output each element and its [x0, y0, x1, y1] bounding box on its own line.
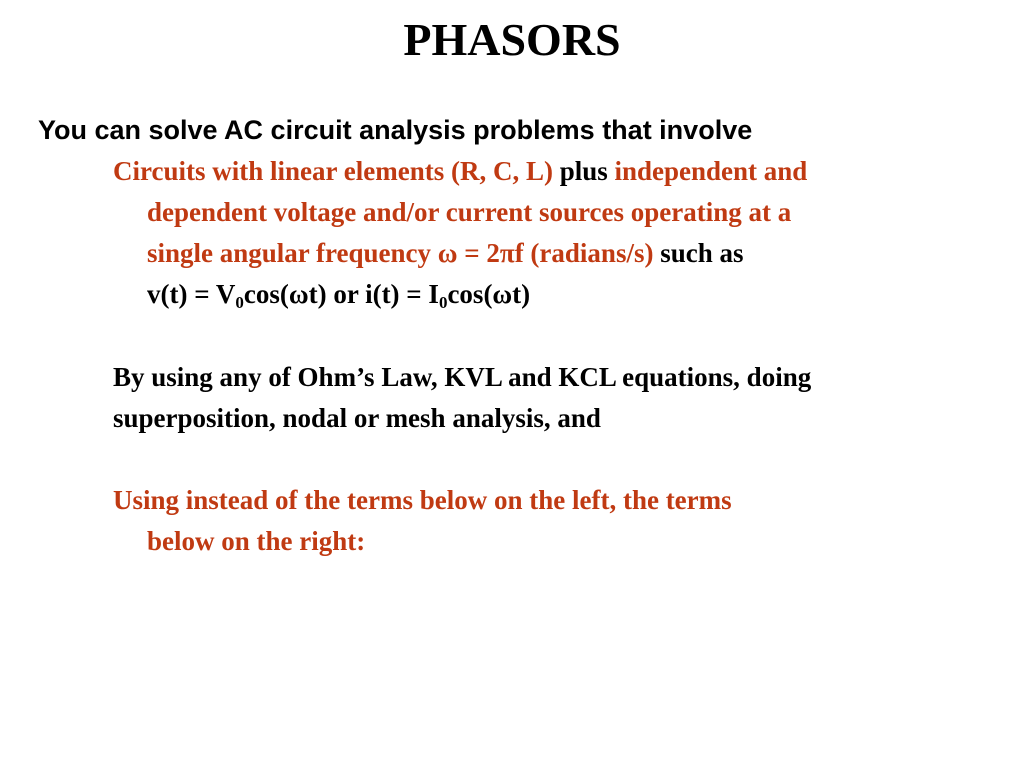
angular-frequency-text: single angular frequency ω = 2πf (radians/s): [147, 238, 654, 268]
voltage-subscript: 0: [235, 293, 244, 312]
independent-text: independent and: [614, 156, 808, 186]
paragraph-circuit-conditions: [113, 151, 807, 315]
paragraph-terms: [113, 480, 732, 562]
equation-middle: cos(ωt) or i(t) = I: [243, 279, 439, 309]
such-as-text: such as: [653, 238, 744, 268]
para2-line2: superposition, nodal or mesh analysis, and: [113, 403, 601, 433]
voltage-eq-start: v(t) = V: [147, 279, 236, 309]
para1-line1: [113, 151, 807, 192]
para2-line1: By using any of Ohm’s Law, KVL and KCL equations, doing: [113, 362, 812, 392]
para1-line3: [113, 233, 807, 274]
equation-end: cos(ωt): [447, 279, 531, 309]
paragraph-methods: [113, 357, 811, 439]
para1-line2: dependent voltage and/or current sources operating at a: [147, 197, 792, 227]
current-subscript: 0: [438, 293, 448, 312]
linear-elements-text: Circuits with linear elements (R, C, L): [113, 156, 553, 186]
slide-title: PHASORS: [403, 14, 621, 65]
para3-line2: below on the right:: [147, 526, 366, 556]
para3-line1: Using instead of the terms below on the left, the terms: [113, 485, 732, 515]
plus-text: plus: [552, 156, 615, 186]
source-equations: [113, 274, 807, 315]
intro-line: You can solve AC circuit analysis problems that involve: [38, 115, 753, 145]
